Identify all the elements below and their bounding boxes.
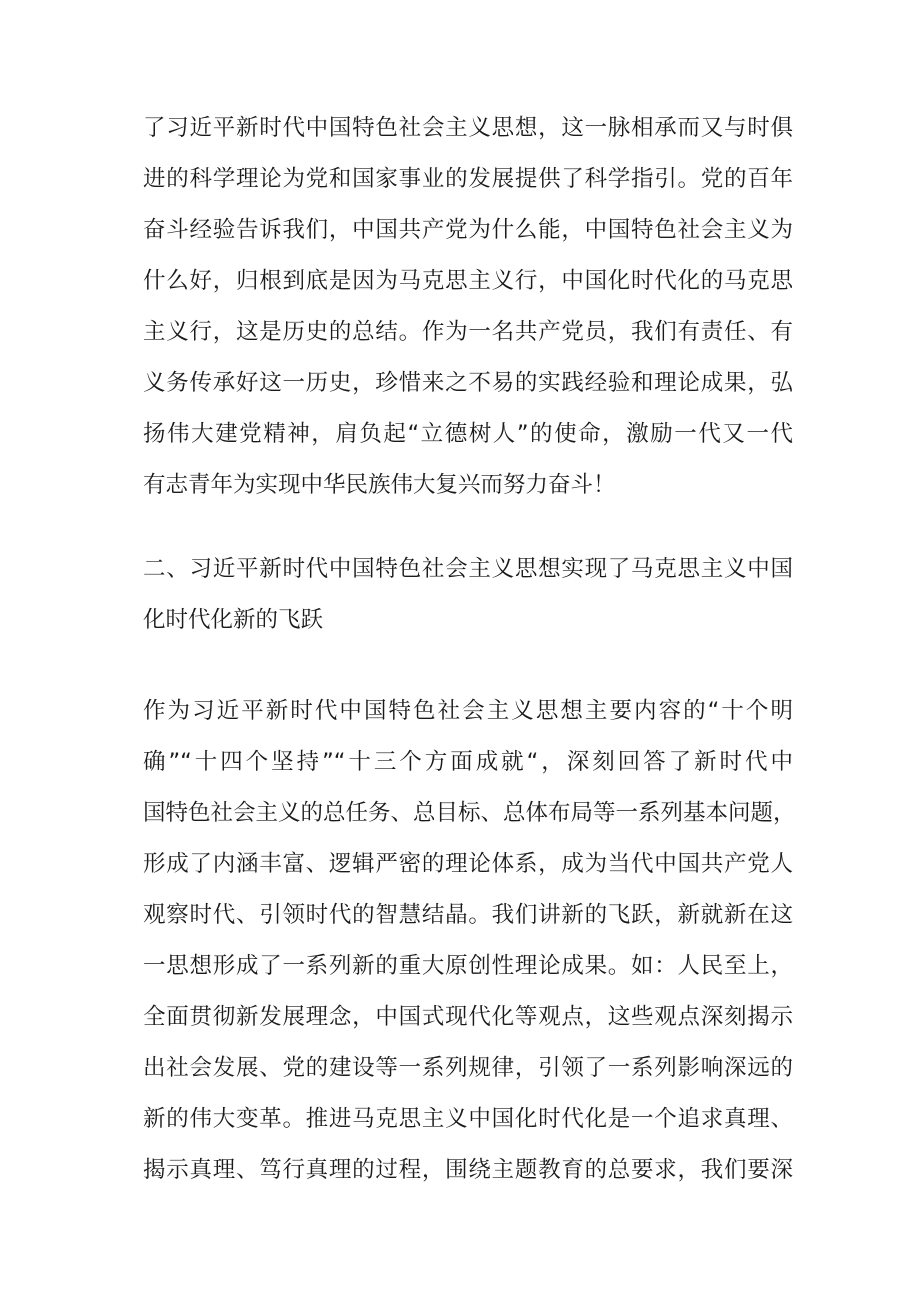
paragraph-line: 确”“十四个坚持”“十三个方面成就“，深刻回答了新时代中 bbox=[143, 749, 793, 775]
paragraph-line: 新的伟大变革。推进马克思主义中国化时代化是一个追求真理、 bbox=[143, 1106, 793, 1132]
paragraph-line: 有志青年为实现中华民族伟大复兴而努力奋斗！ bbox=[143, 472, 616, 498]
paragraph-line: 作为习近平新时代中国特色社会主义思想主要内容的“十个明 bbox=[143, 698, 793, 724]
section-heading-2 bbox=[143, 544, 793, 646]
paragraph-line: 了习近平新时代中国特色社会主义思想，这一脉相承而又与时俱 bbox=[143, 115, 793, 141]
paragraph-line: 观察时代、引领时代的智慧结晶。我们讲新的飞跃，新就新在这 bbox=[143, 902, 793, 928]
paragraph-line: 出社会发展、党的建设等一系列规律，引领了一系列影响深远的 bbox=[143, 1055, 793, 1081]
paragraph-line: 全面贯彻新发展理念，中国式现代化等观点，这些观点深刻揭示 bbox=[143, 1004, 793, 1030]
paragraph-line: 揭示真理、笃行真理的过程，围绕主题教育的总要求，我们要深 bbox=[143, 1157, 793, 1183]
paragraph-line: 进的科学理论为党和国家事业的发展提供了科学指引。党的百年 bbox=[143, 166, 793, 192]
paragraph-line: 国特色社会主义的总任务、总目标、总体布局等一系列基本问题， bbox=[143, 800, 796, 826]
paragraph-line: 什么好，归根到底是因为马克思主义行，中国化时代化的马克思 bbox=[143, 268, 793, 294]
paragraph-line: 一思想形成了一系列新的重大原创性理论成果。如：人民至上， bbox=[143, 953, 793, 979]
paragraph-line: 奋斗经验告诉我们，中国共产党为什么能，中国特色社会主义为 bbox=[143, 217, 793, 243]
heading-line: 化时代化新的飞跃 bbox=[143, 607, 324, 633]
heading-line: 二、习近平新时代中国特色社会主义思想实现了马克思主义中国 bbox=[143, 556, 793, 582]
paragraph-line: 义务传承好这一历史，珍惜来之不易的实践经验和理论成果，弘 bbox=[143, 370, 793, 396]
paragraph-line: 扬伟大建党精神，肩负起“立德树人”的使命，激励一代又一代 bbox=[143, 421, 793, 447]
paragraph-2 bbox=[143, 686, 796, 1196]
paragraph-line: 形成了内涵丰富、逻辑严密的理论体系，成为当代中国共产党人 bbox=[143, 851, 793, 877]
paragraph-line: 主义行，这是历史的总结。作为一名共产党员，我们有责任、有 bbox=[143, 319, 793, 345]
paragraph-1 bbox=[143, 103, 793, 511]
